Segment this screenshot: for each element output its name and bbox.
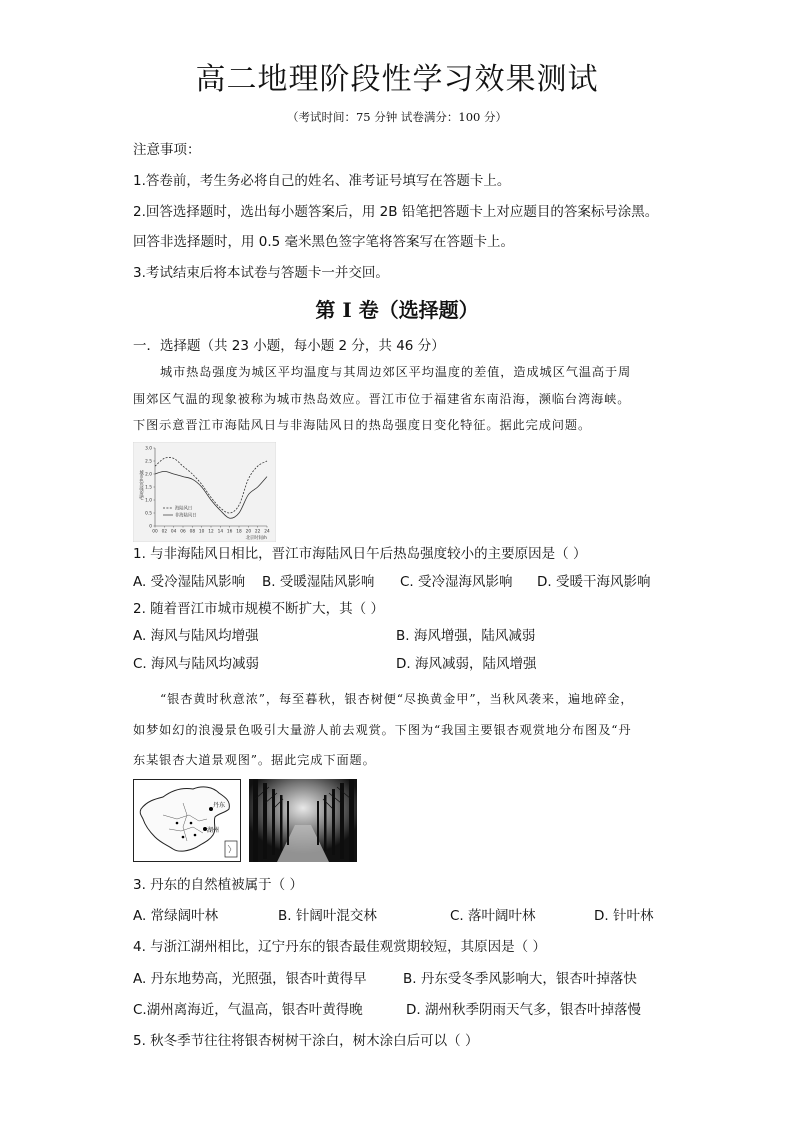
x-tick-label: 06 bbox=[180, 529, 186, 535]
passage-2-line-3: 东某银杏大道景观图”。据此完成下面题。 bbox=[133, 753, 376, 767]
heat-island-chart bbox=[133, 442, 276, 542]
q2-option-b[interactable]: B. 海风增强，陆风减弱 bbox=[396, 628, 536, 644]
note-1: 1.答卷前，考生务必将自己的姓名、准考证号填写在答题卡上。 bbox=[133, 173, 511, 189]
x-tick-label: 22 bbox=[254, 529, 261, 535]
exam-title: 高二地理阶段性学习效果测试 bbox=[195, 62, 599, 97]
q1-option-b[interactable]: B. 受暖湿陆风影响 bbox=[262, 574, 375, 590]
section-title: 第 I 卷（选择题） bbox=[315, 298, 479, 322]
x-tick-label: 12 bbox=[208, 529, 214, 535]
label-dandong: 丹东 bbox=[213, 802, 226, 809]
y-tick-label: 1.5 bbox=[145, 485, 152, 491]
q5-stem: 5. 秋冬季节往往将银杏树树干涂白，树木涂白后可以（ ） bbox=[133, 1033, 479, 1049]
part-1-heading: 一．选择题（共 23 小题，每小题 2 分，共 46 分） bbox=[133, 338, 445, 354]
notes-heading: 注意事项： bbox=[133, 142, 201, 158]
q3-option-a[interactable]: A. 常绿阔叶林 bbox=[133, 908, 219, 924]
x-tick-label: 08 bbox=[189, 529, 196, 535]
x-tick-label: 20 bbox=[245, 529, 252, 535]
x-tick-label: 14 bbox=[217, 529, 224, 535]
q2-stem: 2. 随着晋江市城市规模不断扩大，其（ ） bbox=[133, 601, 384, 617]
note-2a: 2.回答选择题时，选出每小题答案后，用 2B 铅笔把答题卡上对应题目的答案标号涂黑。 bbox=[133, 204, 659, 220]
q2-option-d[interactable]: D. 海风减弱，陆风增强 bbox=[396, 656, 537, 672]
china-map-svg bbox=[133, 779, 241, 862]
q4-option-a[interactable]: A. 丹东地势高，光照强，银杏叶黄得早 bbox=[133, 971, 367, 987]
q4-stem: 4. 与浙江湖州相比，辽宁丹东的银杏最佳观赏期较短，其原因是（ ） bbox=[133, 939, 546, 955]
q1-option-c[interactable]: C. 受冷湿海风影响 bbox=[400, 574, 513, 590]
x-tick-label: 04 bbox=[170, 529, 177, 535]
y-tick-label: 2.5 bbox=[145, 459, 152, 465]
x-tick-label: 16 bbox=[226, 529, 233, 535]
x-tick-label: 24 bbox=[264, 529, 270, 535]
passage-1-line-3: 下图示意晋江市海陆风日与非海陆风日的热岛强度日变化特征。据此完成问题。 bbox=[133, 418, 592, 432]
y-tick-label: 0 bbox=[149, 524, 152, 530]
q3-option-c[interactable]: C. 落叶阔叶林 bbox=[450, 908, 536, 924]
q1-option-d[interactable]: D. 受暖干海风影响 bbox=[537, 574, 651, 590]
q2-option-c[interactable]: C. 海风与陆风均减弱 bbox=[133, 656, 260, 672]
y-axis-title: 城市热岛强度/℃ bbox=[138, 470, 144, 503]
exam-subtitle: （考试时间：75 分钟 试卷满分：100 分） bbox=[286, 110, 508, 124]
x-tick-label: 00 bbox=[152, 529, 158, 535]
y-tick-label: 0.5 bbox=[145, 511, 152, 517]
x-tick-label: 02 bbox=[161, 529, 168, 535]
q3-stem: 3. 丹东的自然植被属于（ ） bbox=[133, 877, 303, 893]
site-marker bbox=[190, 822, 193, 825]
x-tick-label: 10 bbox=[198, 529, 205, 535]
q4-option-b[interactable]: B. 丹东受冬季风影响大，银杏叶掉落快 bbox=[403, 971, 637, 987]
legend-label: 海陆风日 bbox=[175, 506, 193, 512]
chart-background bbox=[133, 442, 276, 542]
passage-2-line-2: 如梦如幻的浪漫景色吸引大量游人前去观赏。下图为“我国主要银杏观赏地分布图及“丹 bbox=[133, 723, 632, 737]
site-marker bbox=[194, 834, 197, 837]
q4-option-d[interactable]: D. 湖州秋季阴雨天气多，银杏叶掉落慢 bbox=[406, 1002, 641, 1018]
legend-label: 非海陆风日 bbox=[175, 513, 197, 519]
q2-option-a[interactable]: A. 海风与陆风均增强 bbox=[133, 628, 259, 644]
note-2b: 回答非选择题时，用 0.5 毫米黑色签字笔将答案写在答题卡上。 bbox=[133, 234, 515, 250]
y-tick-label: 3.0 bbox=[145, 446, 152, 452]
passage-1-line-1: 城市热岛强度为城区平均温度与其周边郊区平均温度的差值，造成城区气温高于周 bbox=[160, 365, 632, 379]
q3-option-b[interactable]: B. 针阔叶混交林 bbox=[278, 908, 377, 924]
q1-option-a[interactable]: A. 受冷湿陆风影响 bbox=[133, 574, 246, 590]
y-tick-label: 2.0 bbox=[145, 472, 152, 478]
x-tick-label: 18 bbox=[236, 529, 242, 535]
site-marker bbox=[182, 836, 185, 839]
passage-1-line-2: 围郊区气温的现象被称为城市热岛效应。晋江市位于福建省东南沿海，濒临台湾海峡。 bbox=[133, 392, 631, 406]
passage-2-line-1: “银杏黄时秋意浓”，每至暮秋，银杏树便“尽换黄金甲”，当秋风袭来，遍地碎金， bbox=[160, 692, 634, 706]
site-marker bbox=[176, 822, 179, 825]
label-huzhou: 湖州 bbox=[207, 827, 220, 834]
y-tick-label: 1.0 bbox=[145, 498, 152, 504]
ginkgo-map-figure bbox=[133, 779, 241, 862]
q3-option-d[interactable]: D. 针叶林 bbox=[594, 908, 654, 924]
q4-option-c[interactable]: C.湖州离海近，气温高，银杏叶黄得晚 bbox=[133, 1002, 363, 1018]
q1-stem: 1. 与非海陆风日相比，晋江市海陆风日午后热岛强度较小的主要原因是（ ） bbox=[133, 546, 587, 562]
ginkgo-avenue-photo bbox=[249, 779, 357, 862]
note-3: 3.考试结束后将本试卷与答题卡一并交回。 bbox=[133, 265, 389, 281]
ginkgo-avenue-svg bbox=[249, 779, 357, 862]
x-axis-title: 北京时间/h bbox=[245, 536, 267, 541]
heat-island-chart-svg bbox=[133, 442, 276, 542]
